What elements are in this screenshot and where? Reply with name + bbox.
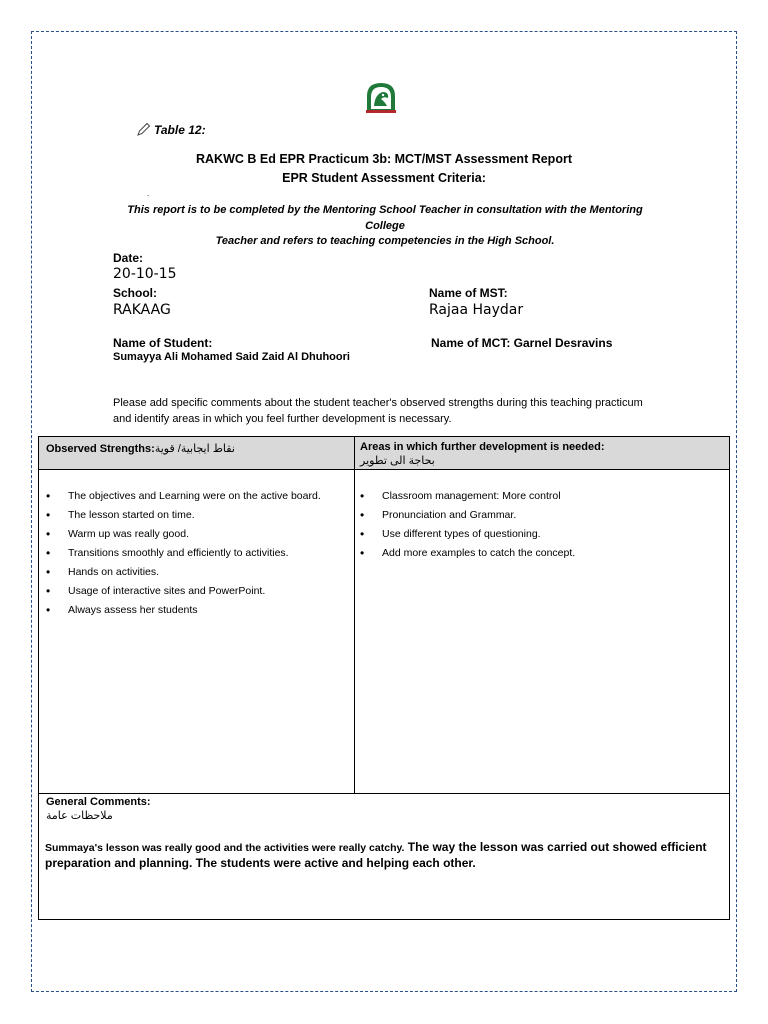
student-value: Sumayya Ali Mohamed Said Zaid Al Dhuhoori xyxy=(113,351,350,363)
assessment-table xyxy=(38,436,730,920)
table-label xyxy=(137,122,206,137)
strengths-list xyxy=(46,489,336,622)
list-item: • Pronunciation and Grammar. xyxy=(360,508,710,522)
general-comments-part-1: Summaya's lesson was really good and the activities were really catchy. xyxy=(45,842,405,854)
general-comments-divider xyxy=(39,793,729,794)
student-label: Name of Student: xyxy=(113,336,213,350)
report-title: RAKWC B Ed EPR Practicum 3b: MCT/MST Assessment Report xyxy=(196,152,572,166)
college-crest-icon xyxy=(363,80,399,116)
list-item: • Use different types of questioning. xyxy=(360,527,710,541)
development-list xyxy=(360,489,710,565)
intro-line-3: Teacher and refers to teaching competencies in the High School. xyxy=(215,235,555,247)
date-label: Date: xyxy=(113,251,144,265)
intro-line-2: College xyxy=(365,219,405,232)
school-label: School: xyxy=(113,286,157,300)
intro-text xyxy=(100,203,670,250)
pencil-icon xyxy=(137,122,151,136)
list-item: • Transitions smoothly and efficiently to activities. xyxy=(46,546,336,560)
mct-label: Name of MCT: Garnel Desravins xyxy=(431,336,613,350)
list-item: • Classroom management: More control xyxy=(360,489,710,503)
stray-mark: . xyxy=(147,189,150,198)
development-header-arabic: بحاجة الى تطوير xyxy=(360,455,435,467)
date-value: 20-10-15 xyxy=(113,266,177,282)
strengths-header-arabic: نقاط ايجابية/ قوية xyxy=(154,443,235,455)
strengths-header-text: Observed Strengths: xyxy=(46,443,155,455)
mst-value: Rajaa Haydar xyxy=(429,302,524,318)
general-comments-label-text: General Comments: xyxy=(46,796,151,808)
development-header xyxy=(360,440,605,468)
general-comments-label-arabic: ملاحظات عامة xyxy=(46,810,113,822)
list-item: • The lesson started on time. xyxy=(46,508,336,522)
table-label-text: Table 12: xyxy=(154,123,206,137)
list-item: • The objectives and Learning were on the active board. xyxy=(46,489,336,503)
instructions-text: Please add specific comments about the student teacher's observed strengths during this teaching practicum and identify areas in which you feel further development is necessary. xyxy=(113,397,643,425)
column-divider xyxy=(354,437,355,794)
mst-label: Name of MST: xyxy=(429,286,508,300)
general-comments-label xyxy=(46,795,151,823)
general-comments-part-2: The way the lesson was carried out showed efficient preparation and planning. The students were active and helping each other. xyxy=(45,840,707,870)
list-item: • Warm up was really good. xyxy=(46,527,336,541)
list-item: • Add more examples to catch the concept. xyxy=(360,546,710,560)
school-value: RAKAAG xyxy=(113,302,171,318)
report-subtitle: EPR Student Assessment Criteria: xyxy=(282,171,486,185)
intro-line-1: This report is to be completed by the Mentoring School Teacher in consultation with the Mentoring xyxy=(127,204,643,216)
development-header-text: Areas in which further development is needed: xyxy=(360,441,605,453)
list-item: • Always assess her students xyxy=(46,603,336,617)
list-item: • Usage of interactive sites and PowerPoint. xyxy=(46,584,336,598)
strengths-header xyxy=(46,442,235,455)
list-item: • Hands on activities. xyxy=(46,565,336,579)
general-comments-text xyxy=(45,840,715,871)
